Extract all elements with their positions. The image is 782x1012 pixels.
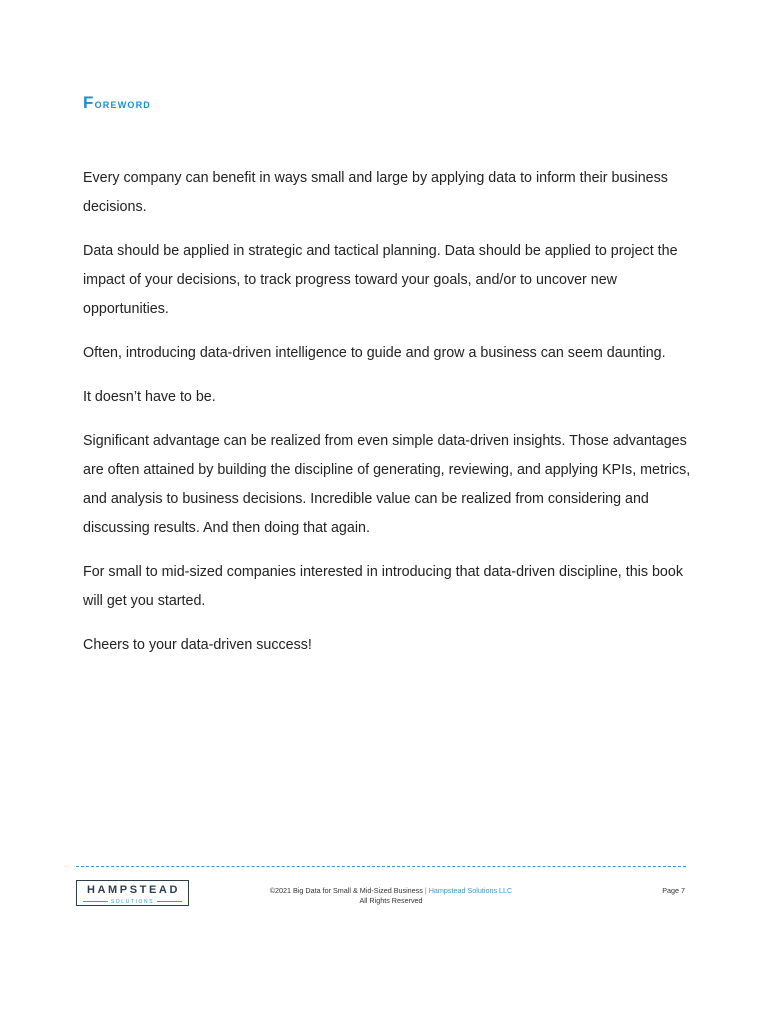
page-number: Page 7 bbox=[662, 886, 685, 895]
logo-name: HAMPSTEAD bbox=[86, 884, 181, 896]
logo-subtitle-text: SOLUTIONS bbox=[108, 899, 157, 905]
paragraph: Every company can benefit in ways small and large by applying data to inform their business decisions. bbox=[83, 170, 668, 215]
copyright-text: ©2021 Big Data for Small & Mid-Sized Business bbox=[269, 886, 423, 895]
paragraph: It doesn’t have to be. bbox=[83, 389, 216, 405]
paragraph: Data should be applied in strategic and tactical planning. Data should be applied to project the impact of your decisions, to track progress toward your goals, and/or to uncover new opportunities. bbox=[83, 243, 678, 317]
footer-divider bbox=[76, 866, 686, 867]
paragraph: Cheers to your data-driven success! bbox=[83, 637, 312, 653]
rights-text: All Rights Reserved bbox=[359, 896, 423, 905]
page-title: Foreword bbox=[83, 93, 151, 112]
paragraph: Often, introducing data-driven intelligence to guide and grow a business can seem daunting. bbox=[83, 345, 666, 361]
company-name: Hampstead Solutions LLC bbox=[428, 886, 513, 895]
body-text bbox=[83, 164, 695, 675]
copyright-line bbox=[240, 886, 542, 896]
paragraph: Significant advantage can be realized from even simple data-driven insights. Those advantages are often attained by building the discipline of generating, reviewing, and applying KPIs, metrics, and analysis to business decisions. Incredible value can be realized from considering and discussing results. And then doing that again. bbox=[83, 433, 691, 536]
copyright-separator: | bbox=[422, 886, 429, 895]
company-logo bbox=[76, 880, 189, 906]
logo-subtitle bbox=[77, 899, 188, 905]
footer-copyright bbox=[240, 886, 542, 906]
paragraph: For small to mid-sized companies interested in introducing that data-driven discipline, this book will get you started. bbox=[83, 564, 683, 609]
